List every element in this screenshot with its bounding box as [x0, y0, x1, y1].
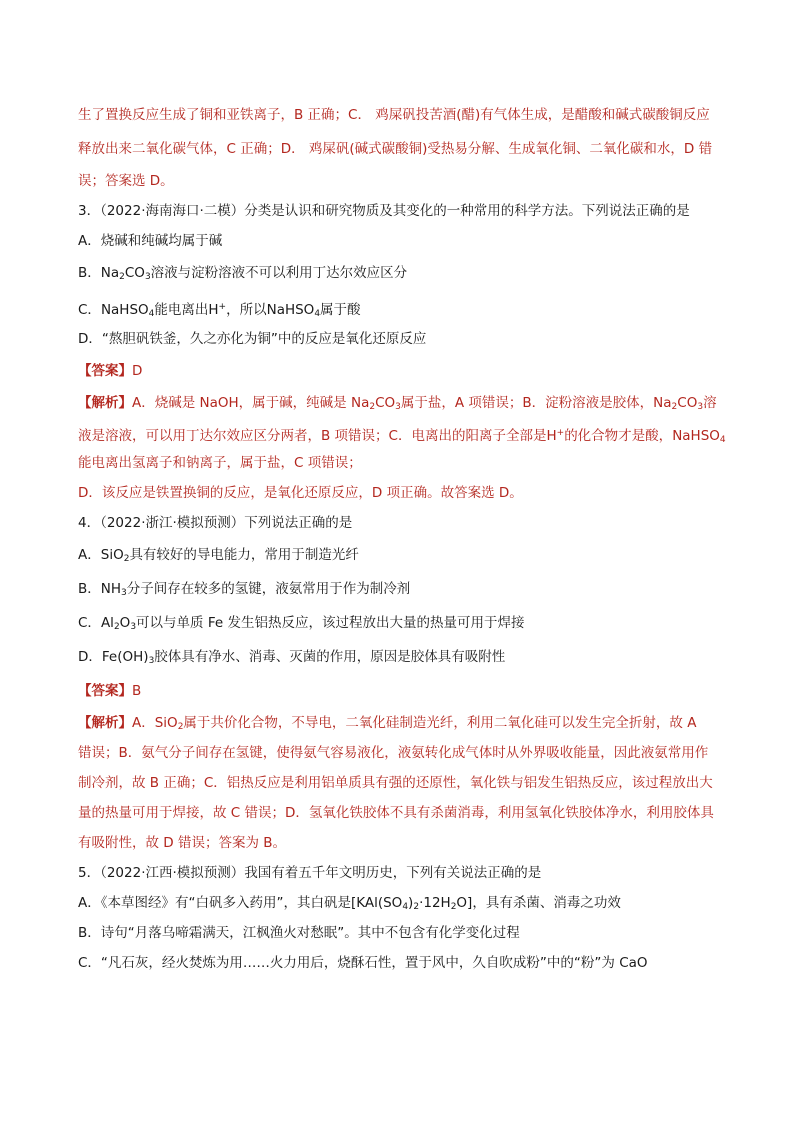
text-line: 错误；B．氨气分子间存在氢键，使得氨气容易液化，液氨转化成气体时从外界吸收能量，因此液氨常用作	[78, 745, 709, 761]
option-d: D．$Fe(OH)_3$胶体具有净水、消毒、灭菌的作用，原因是胶体具有吸附性	[78, 649, 506, 666]
question-stem: 3．（2022·海南海口·二模）分类是认识和研究物质及其变化的一种常用的科学方法。下列说法正确的是	[78, 203, 690, 219]
question-5	[78, 858, 718, 978]
question-stem: 4．（2022·浙江·模拟预测）下列说法正确的是	[78, 515, 353, 531]
text-line: 【解析】A．烧碱是 NaOH，属于碱，纯碱是 $Na_2CO_3$属于盐，A 项错误；B．淀粉溶液是胶体，$Na_2CO_3$溶	[78, 395, 717, 412]
answer	[78, 354, 718, 388]
text-line: 释放出来二氧化碳气体，C 正确；D． 鸡屎矾(碱式碳酸铜)受热易分解、生成氧化铜、二氧化碳和水，D 错	[78, 141, 713, 157]
previous-explanation	[78, 98, 718, 196]
document-content	[78, 98, 726, 978]
question-stem: 5．（2022·江西·模拟预测）我国有着五千年文明历史，下列有关说法正确的是	[78, 865, 542, 881]
text-line: 有吸附性，故 D 错误；答案为 B。	[78, 835, 287, 851]
text-line: 量的热量可用于焊接，故 C 错误；D．氢氧化铁胶体不具有杀菌消毒，利用氢氧化铁胶体净水，利用胶体具	[78, 805, 714, 821]
answer	[78, 674, 718, 708]
option-b: B．$Na_2CO_3$溶液与淀粉溶液不可以利用丁达尔效应区分	[78, 265, 408, 282]
option-a: A．SiO$_2$具有较好的导电能力，常用于制造光纤	[78, 547, 359, 564]
option-a: A．《本草图经》有“白矾多入药用”，其白矾是$[KAl(SO_4)_2\cdot 12H_2O]$，具有杀菌、消毒之功效	[78, 895, 621, 912]
answer-tag: 【答案】	[78, 683, 132, 699]
option-c: C．“凡石灰，经火焚炼为用……火力用后，烧酥石性，置于风中，久自吹成粉”中的“粉”为 CaO	[78, 955, 648, 971]
text-line: 能电离出氢离子和钠离子，属于盐，C 项错误；	[78, 455, 362, 471]
question-3	[78, 196, 726, 508]
answer-value: D	[132, 363, 143, 379]
option-b: B．诗句“月落乌啼霜满天，江枫渔火对愁眠”。其中不包含有化学变化过程	[78, 925, 520, 941]
text-line: D．该反应是铁置换铜的反应，是氧化还原反应，D 项正确。故答案选 D。	[78, 485, 523, 501]
answer-tag: 【答案】	[78, 363, 132, 379]
option-a: A．烧碱和纯碱均属于碱	[78, 233, 223, 249]
question-4	[78, 508, 718, 858]
text-line: 【解析】A．SiO$_2$属于共价化合物，不导电，二氧化硅制造光纤，利用二氧化硅可以发生完全折射，故 A	[78, 715, 697, 732]
text-line: 生了置换反应生成了铜和亚铁离子，B 正确；C． 鸡屎矾投苦酒(醋)有气体生成，是醋酸和碱式碳酸铜反应	[78, 107, 710, 123]
explanation	[78, 388, 726, 508]
text-line: 制冷剂，故 B 正确；C．铝热反应是利用铝单质具有强的还原性，氧化铁与铝发生铝热反应，该过程放出大	[78, 775, 713, 791]
option-b: B．$NH_3$分子间存在较多的氢键，液氨常用于作为制冷剂	[78, 581, 411, 598]
explanation	[78, 708, 718, 858]
option-c: C．NaHSO$_4$能电离出H+，所以NaHSO$_4$属于酸	[78, 302, 361, 319]
text-line: 误；答案选 D。	[78, 173, 174, 189]
option-c: C．$Al_2O_3$可以与单质 Fe 发生铝热反应，该过程放出大量的热量可用于焊接	[78, 615, 525, 632]
answer-value: B	[132, 683, 142, 699]
option-d: D．“熬胆矾铁釜，久之亦化为铜”中的反应是氧化还原反应	[78, 331, 427, 347]
text-line: 液是溶液，可以用丁达尔效应区分两者，B 项错误；C．电离出的阳离子全部是H+的化合物才是酸，NaHSO$_4$	[78, 428, 726, 445]
